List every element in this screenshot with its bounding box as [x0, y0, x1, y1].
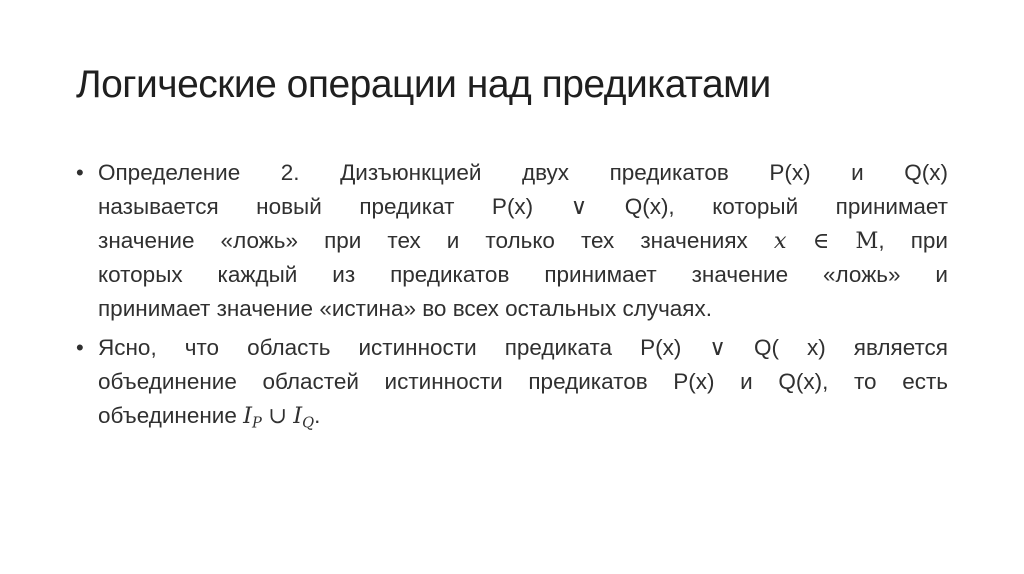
bullet-conclusion [76, 331, 948, 433]
slide-title: Логические операции над предикатами [76, 63, 771, 106]
text-fragment: значение «ложь» при тех и только тех значениях [98, 228, 748, 253]
bullet-dot: • [76, 160, 84, 185]
math-element-of: ∈ [812, 228, 830, 254]
text-fragment: объединение [98, 403, 237, 428]
math-set-m: M [855, 228, 879, 254]
math-union: ∪ [268, 403, 288, 429]
math-variable-x: x [773, 228, 787, 254]
slide-body [76, 156, 948, 438]
bullet-dot: • [76, 335, 84, 360]
math-period: . [314, 403, 321, 428]
math-subscript-p: P [252, 414, 262, 432]
text-line [98, 399, 948, 433]
text-line: которых каждый из предикатов принимает значение «ложь» и [98, 262, 948, 287]
math-i-p [243, 403, 262, 432]
text-line [98, 224, 948, 258]
math-base: I [243, 403, 253, 429]
text-line: объединение областей истинности предикатов P(x) и Q(x), то есть [98, 369, 948, 394]
text-line: Определение 2. Дизъюнкцией двух предикатов P(x) и Q(x) [98, 160, 948, 185]
bullet-text [98, 331, 948, 433]
math-subscript-q: Q [302, 414, 315, 432]
bullet-definition [76, 156, 948, 326]
text-fragment: , при [878, 228, 948, 253]
text-line: принимает значение «истина» во всех остальных случаях. [98, 296, 712, 321]
math-base: I [293, 403, 303, 429]
math-i-q [293, 403, 315, 432]
text-line: Ясно, что область истинности предиката P(x) ∨ Q( x) является [98, 335, 948, 360]
text-line: называется новый предикат P(x) ∨ Q(x), который принимает [98, 194, 948, 219]
bullet-text [98, 156, 948, 326]
